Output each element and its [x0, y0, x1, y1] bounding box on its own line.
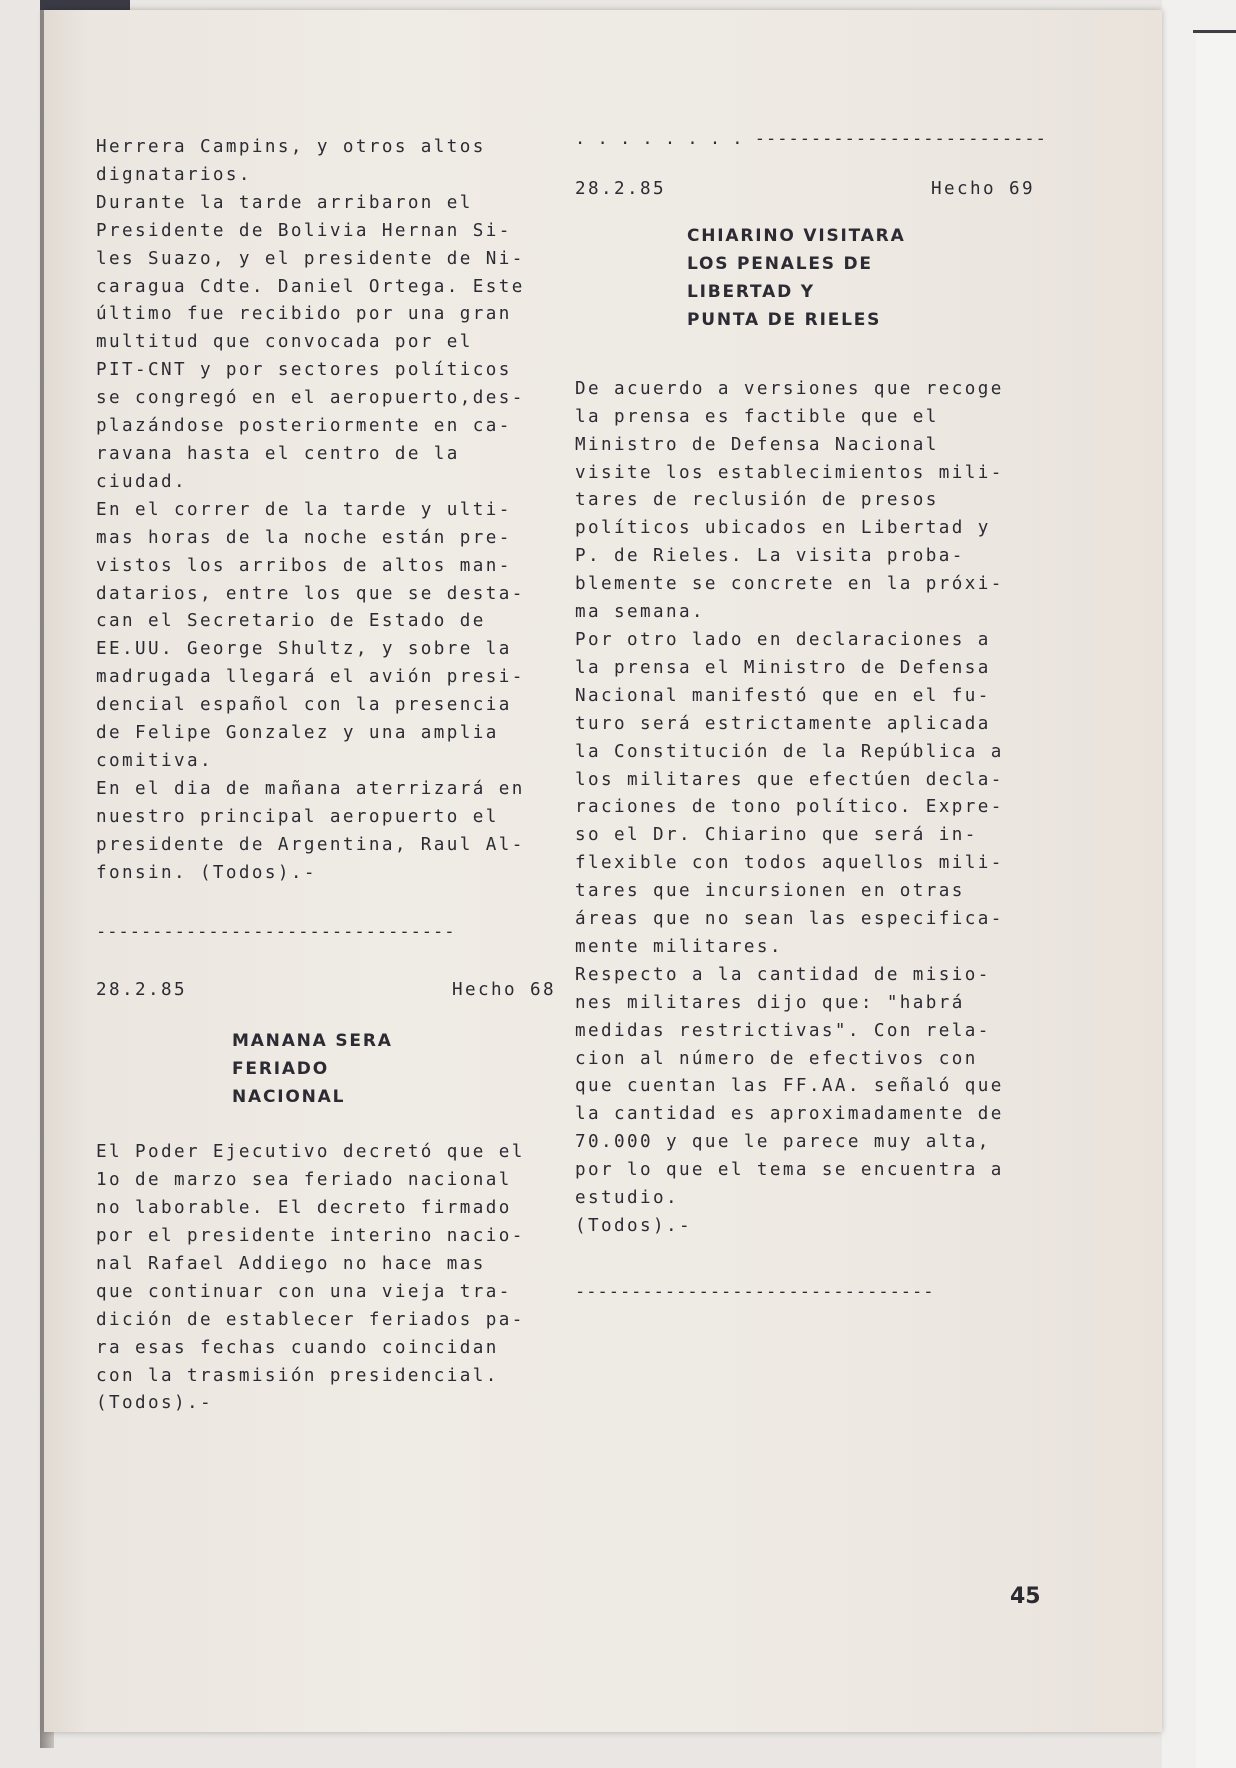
text-line: medidas restrictivas". Con rela-	[575, 1020, 991, 1041]
text-line: visite los establecimientos mili-	[575, 462, 1004, 483]
text-line: nuestro principal aeropuerto el	[96, 806, 499, 827]
text-line: tares de reclusión de presos	[575, 490, 939, 511]
left-column	[96, 134, 556, 1418]
text-line: Respecto a la cantidad de misio-	[575, 964, 991, 985]
text-line: plazándose posteriormente en ca-	[96, 416, 512, 437]
article-68-headline	[232, 1027, 556, 1111]
text-line: 70.000 y que le parece muy alta,	[575, 1132, 991, 1153]
text-line: vistos los arribos de altos man-	[96, 555, 512, 576]
text-line: de Felipe Gonzalez y una amplia	[96, 723, 499, 744]
text-line: (Todos).-	[575, 1216, 692, 1236]
text-line: les Suazo, y el presidente de Ni-	[96, 248, 525, 269]
text-line: Presidente de Bolivia Hernan Si-	[96, 220, 512, 241]
text-line: En el correr de la tarde y ulti-	[96, 499, 512, 520]
article-69-header	[575, 176, 1035, 204]
text-line: Nacional manifestó que en el fu-	[575, 685, 991, 706]
text-line: se congregó en el aeropuerto,des-	[96, 388, 525, 409]
separator-rule-end: --------------------------------	[575, 1281, 935, 1302]
text-line: turo será estrictamente aplicada	[575, 713, 991, 734]
text-line: por lo que el tema se encuentra a	[575, 1160, 1004, 1181]
text-line: 1o de marzo sea feriado nacional	[96, 1170, 512, 1191]
text-line: la prensa es factible que el	[575, 406, 939, 427]
article-continuation	[96, 134, 556, 887]
article-68-date: 28.2.85	[96, 980, 187, 1001]
article-69-headline	[687, 222, 1035, 334]
text-line: De acuerdo a versiones que recoge	[575, 378, 1004, 399]
right-column	[575, 126, 1047, 1307]
text-line: ma semana.	[575, 602, 705, 623]
headline-line: NACIONAL	[232, 1087, 346, 1108]
text-line: políticos ubicados en Libertad y	[575, 518, 991, 539]
text-line: con la trasmisión presidencial.	[96, 1365, 499, 1386]
text-line: EE.UU. George Shultz, y sobre la	[96, 639, 512, 660]
text-line: la cantidad es aproximadamente de	[575, 1104, 1004, 1125]
text-line: ciudad.	[96, 471, 187, 492]
text-line: por el presidente interino nacio-	[96, 1226, 525, 1246]
article-69-body	[575, 376, 1035, 1241]
text-line: blemente se concrete en la próxi-	[575, 574, 1004, 595]
text-line: so el Dr. Chiarino que será in-	[575, 825, 978, 846]
text-line: fonsin. (Todos).-	[96, 862, 317, 883]
text-line: can el Secretario de Estado de	[96, 611, 486, 632]
article-69-top-rule: . . . . . . . . --------------------------	[575, 129, 1047, 149]
text-line: que continuar con una vieja tra-	[96, 1281, 512, 1302]
text-line: la prensa el Ministro de Defensa	[575, 657, 991, 678]
text-line: dignatarios.	[96, 164, 252, 185]
headline-line: FERIADO	[232, 1059, 329, 1080]
text-line: Herrera Campins, y otros altos	[96, 137, 486, 157]
text-line: En el dia de mañana aterrizará en	[96, 778, 525, 799]
text-line: nes militares dijo que: "habrá	[575, 992, 965, 1013]
text-line: no laborable. El decreto firmado	[96, 1198, 512, 1219]
article-69-hecho: Hecho 69	[931, 178, 1035, 199]
text-line: dición de establecer feriados pa-	[96, 1309, 525, 1330]
text-line: cion al número de efectivos con	[575, 1048, 978, 1069]
article-68-body	[96, 1139, 556, 1418]
article-69-date: 28.2.85	[575, 178, 666, 199]
text-line: presidente de Argentina, Raul Al-	[96, 834, 525, 855]
page-number: 45	[1010, 1584, 1041, 1609]
text-line: tares que incursionen en otras	[575, 881, 965, 902]
text-line: mas horas de la noche están pre-	[96, 527, 512, 548]
text-line: ravana hasta el centro de la	[96, 443, 460, 464]
headline-line: PUNTA DE RIELES	[687, 309, 882, 330]
headline-line: LIBERTAD Y	[687, 281, 815, 302]
text-line: Ministro de Defensa Nacional	[575, 434, 939, 455]
text-line: último fue recibido por una gran	[96, 304, 512, 325]
headline-line: CHIARINO VISITARA	[687, 225, 906, 246]
text-line: P. de Rieles. La visita proba-	[575, 546, 965, 567]
scan-right-background	[1196, 34, 1236, 1768]
text-line: nal Rafael Addiego no hace mas	[96, 1253, 486, 1274]
text-line: datarios, entre los que se desta-	[96, 583, 525, 604]
text-line: estudio.	[575, 1188, 679, 1209]
text-line: madrugada llegará el avión presi-	[96, 667, 525, 688]
article-68-header	[96, 977, 556, 1005]
text-line: que cuentan las FF.AA. señaló que	[575, 1076, 1004, 1097]
text-line: caragua Cdte. Daniel Ortega. Este	[96, 276, 525, 297]
text-line: comitiva.	[96, 750, 213, 771]
text-line: PIT-CNT y por sectores políticos	[96, 360, 512, 381]
text-line: dencial español con la presencia	[96, 695, 512, 716]
separator-rule: --------------------------------	[96, 922, 456, 943]
headline-line: LOS PENALES DE	[687, 253, 873, 274]
text-line: ra esas fechas cuando coincidan	[96, 1337, 499, 1358]
text-line: mente militares.	[575, 936, 783, 957]
text-line: (Todos).-	[96, 1393, 213, 1414]
text-line: los militares que efectúen decla-	[575, 769, 1004, 790]
text-line: la Constitución de la República a	[575, 741, 1004, 762]
text-line: áreas que no sean las especifica-	[575, 909, 1004, 930]
text-line: flexible con todos aquellos mili-	[575, 853, 1004, 874]
article-68-hecho: Hecho 68	[452, 980, 556, 1001]
text-line: El Poder Ejecutivo decretó que el	[96, 1142, 525, 1163]
scan-top-mark	[40, 0, 130, 10]
text-line: Durante la tarde arribaron el	[96, 192, 473, 213]
text-line: raciones de tono político. Expre-	[575, 797, 1004, 818]
text-line: multitud que convocada por el	[96, 332, 473, 353]
scan-right-mark	[1193, 30, 1236, 33]
headline-line: MANANA SERA	[232, 1031, 393, 1052]
text-line: Por otro lado en declaraciones a	[575, 629, 991, 650]
